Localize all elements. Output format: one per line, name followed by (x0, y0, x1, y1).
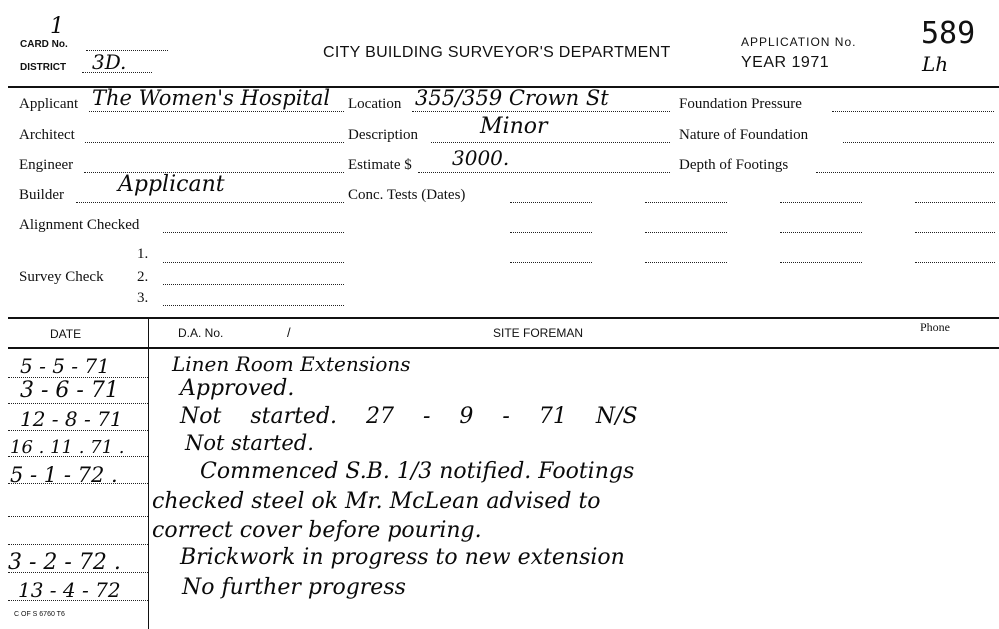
survey-3-label: 3. (137, 290, 149, 306)
description-value: Minor (480, 114, 548, 139)
builder-value: Applicant (118, 172, 225, 197)
conc-tests-line-12 (915, 262, 995, 263)
survey-1-line (163, 262, 344, 263)
application-number: 589 (921, 16, 976, 51)
log-top-rule (8, 317, 999, 319)
log-row-7-text: correct cover before pouring. (152, 518, 482, 543)
row-line (8, 516, 148, 517)
log-row-6-text: checked steel ok Mr. McLean advised to (152, 489, 601, 514)
district-value: 3D. (92, 50, 127, 74)
log-row-4-date: 16 . 11 . 71 . (10, 437, 125, 458)
conc-tests-line-10 (645, 262, 727, 263)
location-value: 355/359 Crown St (415, 86, 609, 110)
conc-tests-line-11 (780, 262, 862, 263)
survey-2-line (163, 284, 344, 285)
log-row-2-text: Approved. (180, 376, 295, 401)
conc-tests-line-2 (645, 202, 727, 203)
estimate-label: Estimate $ (348, 157, 412, 173)
conc-tests-line-4 (915, 202, 995, 203)
conc-tests-line-5 (510, 232, 592, 233)
applicant-line (89, 111, 344, 112)
conc-tests-line-9 (510, 262, 592, 263)
applicant-value: The Women's Hospital (92, 86, 331, 110)
date-column-divider (148, 317, 149, 629)
location-line (412, 111, 670, 112)
log-row-1-date: 5 - 5 - 71 (20, 354, 110, 378)
applicant-label: Applicant (19, 96, 79, 112)
conc-tests-line-6 (645, 232, 727, 233)
log-row-3-date: 12 - 8 - 71 (20, 407, 123, 431)
district-label: DISTRICT (20, 62, 67, 73)
architect-line (85, 142, 344, 143)
row-line (8, 544, 148, 545)
conc-tests-label: Conc. Tests (Dates) (348, 187, 466, 203)
survey-2-label: 2. (137, 269, 149, 285)
nature-foundation-label: Nature of Foundation (679, 127, 809, 143)
builder-line (76, 202, 344, 203)
year-label: YEAR 1971 (741, 54, 830, 71)
foundation-pressure-label: Foundation Pressure (679, 96, 802, 112)
log-row-9-date: 13 - 4 - 72 (18, 578, 121, 602)
description-label: Description (348, 127, 418, 143)
log-row-5-text: Commenced S.B. 1/3 notified. Footings (200, 459, 635, 484)
log-row-8-text: Brickwork in progress to new extension (180, 545, 625, 570)
nature-foundation-line (843, 142, 994, 143)
form-code: C OF S 6760 T6 (14, 611, 65, 618)
engineer-label: Engineer (19, 157, 74, 173)
log-row-2-date: 3 - 6 - 71 (20, 378, 119, 403)
foundation-pressure-line (832, 111, 994, 112)
date-header: DATE (50, 327, 82, 341)
architect-label: Architect (19, 127, 75, 143)
phone-header: Phone (920, 320, 950, 334)
depth-footings-line (816, 172, 994, 173)
site-foreman-header: SITE FOREMAN (493, 326, 584, 340)
description-line (431, 142, 670, 143)
depth-footings-label: Depth of Footings (679, 157, 789, 173)
application-label: APPLICATION No. (741, 35, 857, 49)
conc-tests-line-3 (780, 202, 862, 203)
conc-tests-line-1 (510, 202, 592, 203)
log-row-1-text: Linen Room Extensions (172, 352, 411, 376)
estimate-value: 3000. (452, 146, 510, 170)
log-row-3-text: Not started. 27 - 9 - 71 N/S (180, 404, 638, 429)
alignment-line (163, 232, 344, 233)
da-slash: / (287, 325, 291, 340)
log-header-rule (8, 347, 999, 349)
builder-label: Builder (19, 187, 64, 203)
survey-check-label: Survey Check (19, 269, 104, 285)
district-line (82, 72, 152, 73)
row-line (8, 403, 148, 404)
year-mark: Lh (922, 52, 949, 76)
log-row-5-date: 5 - 1 - 72 . (10, 463, 118, 487)
survey-3-line (163, 305, 344, 306)
estimate-line (418, 172, 670, 173)
survey-1-label: 1. (137, 246, 149, 262)
log-row-8-date: 3 - 2 - 72 . (8, 550, 121, 575)
conc-tests-line-8 (915, 232, 995, 233)
log-row-4-text: Not started. (185, 431, 314, 455)
card-no-value: 1 (50, 14, 64, 39)
conc-tests-line-7 (780, 232, 862, 233)
location-label: Location (348, 96, 402, 112)
da-no-header: D.A. No. (178, 326, 224, 340)
alignment-label: Alignment Checked (19, 217, 140, 233)
card-no-label: CARD No. (20, 39, 68, 50)
log-row-9-text: No further progress (182, 575, 406, 600)
department-title: CITY BUILDING SURVEYOR'S DEPARTMENT (323, 44, 671, 61)
